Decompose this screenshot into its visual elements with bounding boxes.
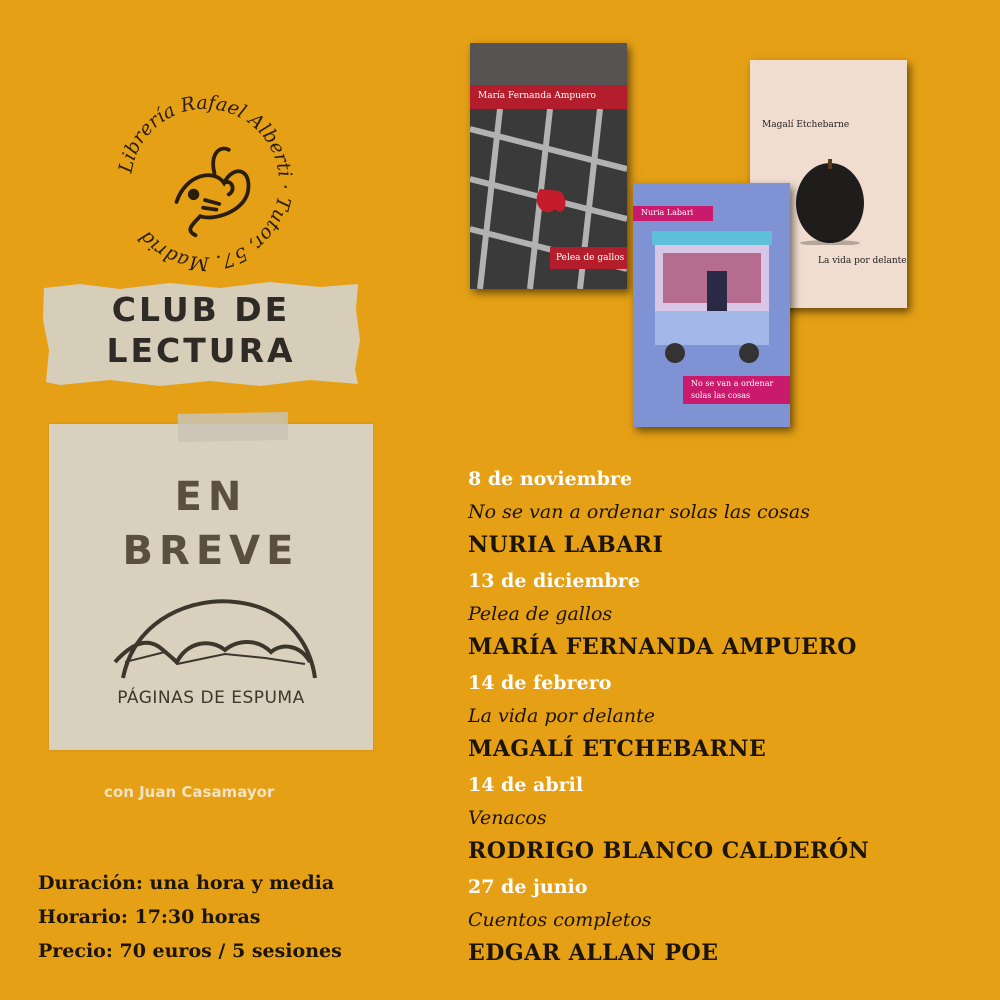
book-cover-no-se-van-a-ordenar	[633, 183, 790, 427]
schedule-entry	[468, 768, 988, 868]
svg-text:Librería Rafael Alberti · Tuto	[114, 92, 296, 275]
logo-circle-text: Librería Rafael Alberti · Tutor, 57. Madrid	[114, 91, 297, 275]
club-title-line2: LECTURA	[106, 331, 296, 370]
club-title-line1: CLUB DE	[111, 290, 291, 329]
schedule-book-title: Cuentos completos	[468, 909, 652, 931]
club-banner	[40, 280, 362, 388]
dove-icon	[177, 149, 249, 236]
book-cover-pelea-de-gallos	[470, 43, 627, 289]
en-breve-card	[49, 424, 373, 750]
schedule-entry	[468, 666, 988, 766]
book1-title: Pelea de gallos	[556, 253, 625, 263]
avocado-image	[790, 155, 870, 245]
schedule-book-title: No se van a ordenar solas las cosas	[468, 501, 810, 523]
schedule-author: MARÍA FERNANDA AMPUERO	[468, 634, 857, 660]
info-schedule: Horario: 17:30 horas	[38, 906, 261, 928]
info-price: Precio: 70 euros / 5 sesiones	[38, 940, 342, 962]
schedule-date: 13 de diciembre	[468, 570, 640, 592]
info-duration: Duración: una hora y media	[38, 872, 335, 894]
schedule-book-title: Venacos	[468, 807, 547, 829]
host-name: con Juan Casamayor	[104, 783, 275, 801]
book1-author: María Fernanda Ampuero	[478, 91, 596, 101]
publisher-logo-icon	[105, 592, 325, 682]
bookstore-logo	[110, 88, 300, 278]
book2-author: Magalí Etchebarne	[762, 120, 850, 130]
book2-title: La vida por delante	[818, 256, 907, 266]
book3-author: Nuria Labari	[641, 208, 694, 217]
book3-title: No se van a ordenar solas las cosas	[691, 379, 774, 400]
tape-strip	[178, 412, 288, 442]
publisher-name: PÁGINAS DE ESPUMA	[117, 688, 305, 708]
en-breve-line2: BREVE	[122, 528, 300, 574]
schedule-author: RODRIGO BLANCO CALDERÓN	[468, 838, 870, 864]
schedule-entry	[468, 870, 988, 970]
schedule-entry	[468, 564, 988, 664]
schedule-author: MAGALÍ ETCHEBARNE	[468, 736, 767, 762]
food-cart-image	[647, 231, 777, 371]
schedule-list	[468, 462, 988, 972]
schedule-entry	[468, 462, 988, 562]
schedule-book-title: Pelea de gallos	[468, 603, 613, 625]
schedule-date: 14 de febrero	[468, 672, 612, 694]
schedule-book-title: La vida por delante	[468, 705, 655, 727]
schedule-date: 14 de abril	[468, 774, 584, 796]
schedule-date: 8 de noviembre	[468, 468, 633, 490]
schedule-date: 27 de junio	[468, 876, 588, 898]
schedule-author: NURIA LABARI	[468, 532, 664, 558]
en-breve-line1: EN	[174, 474, 248, 520]
schedule-author: EDGAR ALLAN POE	[468, 940, 719, 966]
